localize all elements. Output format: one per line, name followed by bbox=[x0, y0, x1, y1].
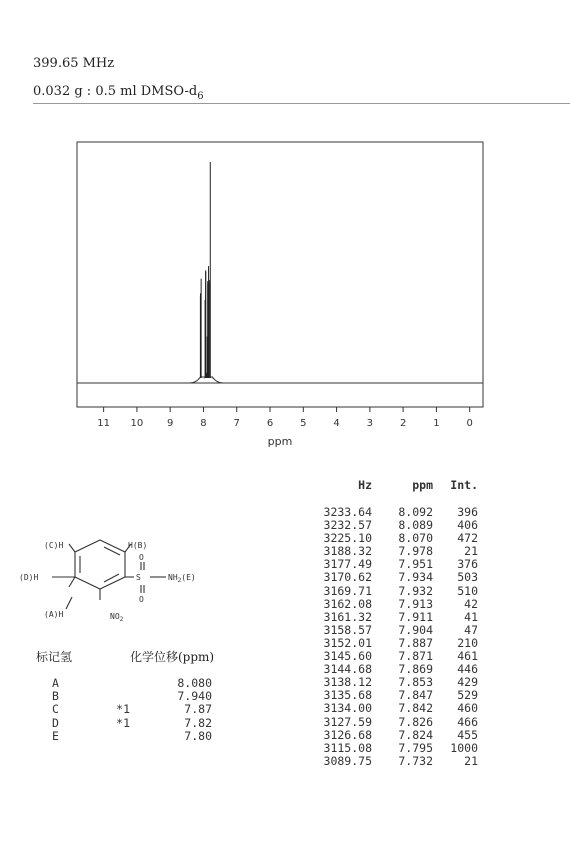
peak-hz: 3115.08 bbox=[323, 740, 372, 755]
peak-hz: 3158.57 bbox=[323, 622, 372, 637]
peak-hz: 3169.71 bbox=[323, 583, 372, 598]
peak-hz: 3127.59 bbox=[323, 714, 372, 729]
peak-ppm: 7.824 bbox=[398, 727, 433, 742]
peak-ppm: 7.911 bbox=[398, 609, 433, 624]
peak-ppm: 7.913 bbox=[398, 596, 433, 611]
assignment-shift-header: 化学位移(ppm) bbox=[130, 650, 215, 664]
assignment-row bbox=[36, 730, 276, 743]
assignment-key: E bbox=[52, 728, 59, 743]
peak-row bbox=[300, 755, 500, 768]
peak-ppm: 7.847 bbox=[398, 688, 433, 703]
assignment-note bbox=[66, 677, 130, 690]
peak-hz: 3138.12 bbox=[323, 675, 372, 690]
peak-hz: 3225.10 bbox=[323, 531, 372, 546]
label-nh2: $NH_2(E)$ bbox=[168, 573, 196, 584]
peak-ppm: 8.089 bbox=[398, 518, 433, 533]
peak-hz: 3232.57 bbox=[323, 518, 372, 533]
peak-ppm: 8.092 bbox=[398, 505, 433, 519]
label-oxygen-top: O bbox=[139, 553, 144, 562]
assignment-shift: 7.87 bbox=[184, 702, 212, 717]
peak-intensity: 47 bbox=[464, 622, 478, 637]
x-tick-label: 8 bbox=[200, 418, 207, 429]
peak-ppm: 7.934 bbox=[398, 570, 433, 585]
peak-intensity: 455 bbox=[457, 727, 478, 742]
bond-ch-c bbox=[69, 544, 75, 552]
assignment-shift: 7.940 bbox=[177, 689, 212, 704]
label-sulfur: S bbox=[136, 573, 141, 582]
label-no2: $NO_2$ bbox=[110, 612, 124, 623]
col-int-header: Int. bbox=[450, 478, 478, 492]
peak-intensity: 503 bbox=[457, 570, 478, 585]
x-axis-label: ppm bbox=[267, 435, 293, 448]
x-tick-label: 11 bbox=[97, 418, 110, 429]
peak-ppm: 7.904 bbox=[398, 622, 433, 637]
assignment-row bbox=[36, 677, 276, 690]
assignment-note bbox=[66, 730, 130, 743]
x-tick-label: 2 bbox=[399, 418, 407, 429]
peak-hz: 3233.64 bbox=[323, 505, 372, 519]
peak-row bbox=[300, 716, 500, 729]
assignment-key: D bbox=[52, 715, 59, 730]
x-tick-label: 7 bbox=[233, 418, 240, 429]
peak-ppm: 7.951 bbox=[398, 557, 433, 572]
bond-ch-a-lower bbox=[66, 597, 72, 609]
col-ppm-header: ppm bbox=[412, 478, 433, 492]
peak-hz: 3162.08 bbox=[323, 596, 372, 611]
peak-row bbox=[300, 611, 500, 624]
peak-intensity: 41 bbox=[464, 609, 478, 624]
peak-intensity: 472 bbox=[457, 531, 478, 546]
x-tick-label: 1 bbox=[433, 418, 440, 429]
peak-hz: 3135.68 bbox=[323, 688, 372, 703]
peak-row bbox=[300, 729, 500, 742]
peak-intensity: 461 bbox=[457, 649, 478, 664]
col-hz-header: Hz bbox=[358, 478, 372, 492]
peak-hz: 3144.68 bbox=[323, 662, 372, 677]
x-axis-ticks bbox=[97, 407, 473, 429]
peak-hz: 3188.32 bbox=[323, 544, 372, 559]
peak-intensity: 429 bbox=[457, 675, 478, 690]
peak-intensity: 466 bbox=[457, 714, 478, 729]
peak-hz: 3177.49 bbox=[323, 557, 372, 572]
peak-row bbox=[300, 585, 500, 598]
assignment-shift: 8.080 bbox=[177, 676, 212, 690]
assignment-row bbox=[36, 717, 276, 730]
peak-intensity: 21 bbox=[464, 753, 478, 768]
peak-row bbox=[300, 742, 500, 755]
x-tick-label: 9 bbox=[166, 418, 174, 429]
peak-intensity: 406 bbox=[457, 518, 478, 533]
assignment-body bbox=[36, 677, 276, 743]
assignment-shift: 7.82 bbox=[184, 715, 212, 730]
peak-table-body bbox=[300, 506, 500, 768]
spectrum-peaks bbox=[189, 162, 224, 383]
bond-ch-a bbox=[69, 577, 75, 587]
peak-ppm: 7.732 bbox=[398, 753, 433, 768]
peak-intensity: 460 bbox=[457, 701, 478, 716]
spectrometer-frequency: 399.65 MHz bbox=[33, 56, 115, 71]
label-ha: (A)H bbox=[44, 610, 64, 619]
x-tick-label: 4 bbox=[333, 418, 340, 429]
peak-ppm: 7.795 bbox=[398, 740, 433, 755]
peak-hz: 3161.32 bbox=[323, 609, 372, 624]
assignment-header bbox=[36, 648, 276, 665]
peak-hz: 3134.00 bbox=[323, 701, 372, 716]
label-hc: (C)H bbox=[44, 541, 64, 550]
peak-intensity: 510 bbox=[457, 583, 478, 598]
peak-intensity: 376 bbox=[457, 557, 478, 572]
assignment-table bbox=[36, 648, 276, 743]
x-tick-label: 6 bbox=[266, 418, 274, 429]
plot-frame bbox=[77, 142, 483, 407]
peak-row bbox=[300, 624, 500, 637]
peak-intensity: 42 bbox=[464, 596, 478, 611]
peak-intensity: 529 bbox=[457, 688, 478, 703]
x-tick-label: 3 bbox=[366, 418, 374, 429]
sample-subscript: 6 bbox=[197, 91, 204, 102]
peak-intensity: 210 bbox=[457, 635, 478, 650]
peak-ppm: 7.842 bbox=[398, 701, 433, 716]
label-hb: H(B) bbox=[128, 541, 148, 550]
peak-hz: 3089.75 bbox=[323, 753, 372, 768]
assignment-key: B bbox=[52, 689, 59, 704]
peak-row bbox=[300, 598, 500, 611]
peak-hz: 3152.01 bbox=[323, 635, 372, 650]
assignment-note: *1 bbox=[116, 715, 130, 730]
peak-ppm: 7.978 bbox=[398, 544, 433, 559]
sample-text: 0.032 g : 0.5 ml DMSO-d bbox=[33, 84, 198, 99]
peak-intensity: 1000 bbox=[450, 740, 478, 755]
assignment-shift: 7.80 bbox=[184, 728, 212, 743]
peak-table-header bbox=[300, 478, 500, 492]
molecule-structure bbox=[0, 530, 260, 640]
peak-hz: 3126.68 bbox=[323, 727, 372, 742]
label-hd: (D)H bbox=[19, 573, 39, 582]
peak-ppm: 7.853 bbox=[398, 675, 433, 690]
assignment-label-header: 标记氢 bbox=[36, 650, 73, 664]
peak-ppm: 7.826 bbox=[398, 714, 433, 729]
x-tick-label: 5 bbox=[300, 418, 307, 429]
x-tick-label: 10 bbox=[130, 418, 144, 429]
peak-intensity: 396 bbox=[457, 505, 478, 519]
peak-ppm: 8.070 bbox=[398, 531, 433, 546]
assignment-key: C bbox=[52, 702, 59, 717]
assignment-note: *1 bbox=[116, 702, 130, 717]
assignment-row bbox=[36, 703, 276, 716]
peak-ppm: 7.932 bbox=[398, 583, 433, 598]
peak-ppm: 7.869 bbox=[398, 662, 433, 677]
peak-ppm: 7.871 bbox=[398, 649, 433, 664]
assignment-row bbox=[36, 690, 276, 703]
benzene-ring bbox=[75, 540, 125, 589]
peak-row bbox=[300, 571, 500, 584]
peak-hz: 3145.60 bbox=[323, 649, 372, 664]
peak-row bbox=[300, 702, 500, 715]
peak-intensity: 446 bbox=[457, 662, 478, 677]
peak-ppm: 7.887 bbox=[398, 635, 433, 650]
peak-intensity: 21 bbox=[464, 544, 478, 559]
peak-table bbox=[300, 478, 500, 768]
assignment-key: A bbox=[52, 676, 59, 690]
x-tick-label: 0 bbox=[466, 418, 473, 429]
peak-hz: 3170.62 bbox=[323, 570, 372, 585]
label-oxygen-bottom: O bbox=[139, 595, 144, 604]
